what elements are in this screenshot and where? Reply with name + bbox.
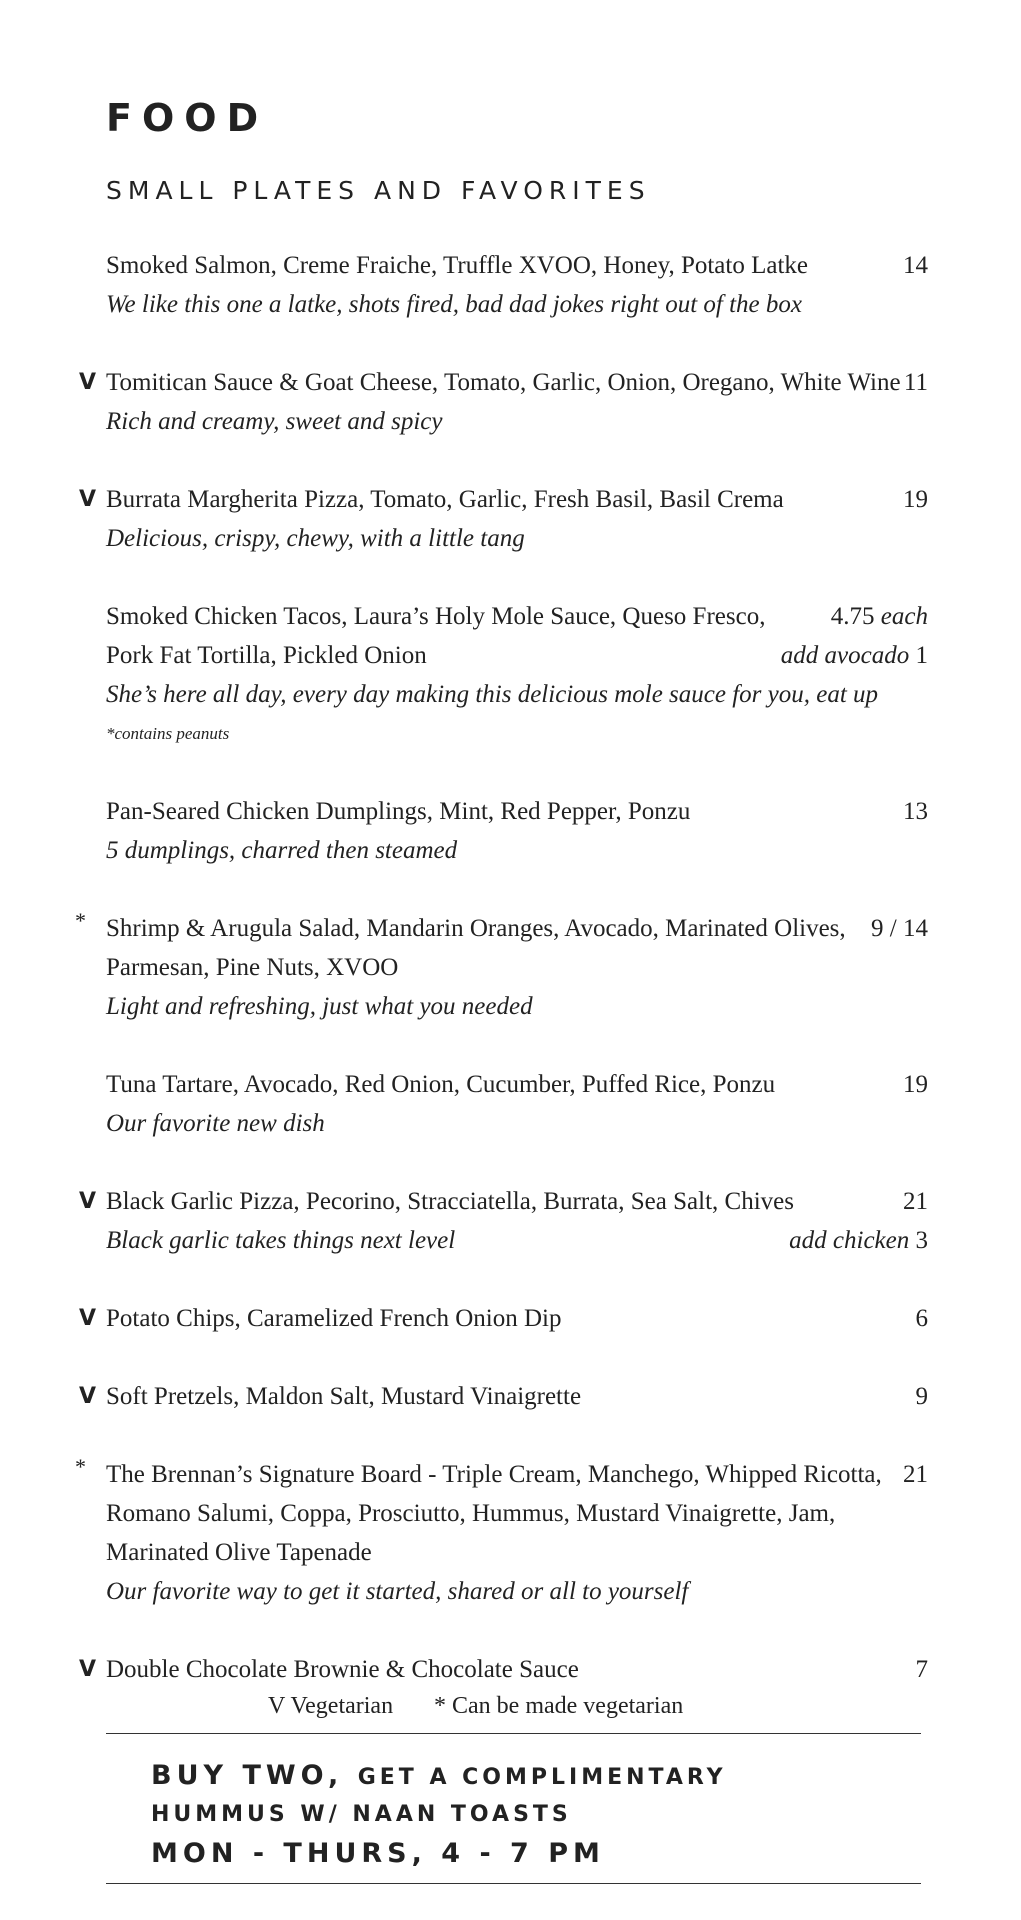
vegetarian-marker: V [79, 487, 97, 512]
promo-line1 [151, 1756, 727, 1795]
item-price: 19 [903, 486, 928, 513]
item-name-line2: Parmesan, Pine Nuts, XVOO [106, 954, 399, 981]
item-name: Tomitican Sauce & Goat Cheese, Tomato, Garlic, Onion, Oregano, White Wine [106, 369, 901, 396]
item-name: Potato Chips, Caramelized French Onion Dip [106, 1305, 562, 1332]
addon-label: add avocado [780, 642, 910, 669]
item-description: Our favorite way to get it started, shared or all to yourself [106, 1578, 689, 1605]
item-description: Delicious, crispy, chewy, with a little tang [106, 525, 525, 552]
item-addon [789, 1221, 928, 1260]
item-name-line3: Marinated Olive Tapenade [106, 1539, 372, 1566]
legend-can-be-vegetarian: * Can be made vegetarian [434, 1693, 684, 1719]
promo-line3: MON - THURS, 4 - 7 PM [151, 1838, 605, 1869]
item-price: 21 [903, 1461, 928, 1488]
promo-line1-a: BUY TWO, [151, 1760, 344, 1791]
menu-item-dumplings [0, 792, 1021, 870]
item-description: Black garlic takes things next level [106, 1227, 456, 1254]
menu-item-tuna-tartare [0, 1065, 1021, 1143]
addon-label: add chicken [789, 1227, 910, 1254]
menu-item-chicken-tacos [0, 597, 1021, 753]
item-price [831, 597, 928, 636]
item-price: 9 / 14 [871, 915, 928, 942]
menu-item-smoked-salmon [0, 246, 1021, 324]
item-description: 5 dumplings, charred then steamed [106, 837, 458, 864]
menu-item-potato-chips [0, 1299, 1021, 1338]
can-be-vegetarian-marker: * [75, 1454, 86, 1479]
item-name: Burrata Margherita Pizza, Tomato, Garlic, Fresh Basil, Basil Crema [106, 486, 784, 513]
item-description: We like this one a latke, shots fired, bad dad jokes right out of the box [106, 291, 802, 318]
item-name: Smoked Salmon, Creme Fraiche, Truffle XVOO, Honey, Potato Latke [106, 252, 808, 279]
addon-price: 3 [915, 1227, 928, 1254]
item-description: Rich and creamy, sweet and spicy [106, 408, 443, 435]
item-description: Light and refreshing, just what you needed [106, 993, 533, 1020]
item-price: 21 [903, 1188, 928, 1215]
price-unit: each [880, 603, 928, 630]
item-name: Black Garlic Pizza, Pecorino, Stracciatella, Burrata, Sea Salt, Chives [106, 1188, 794, 1215]
item-name: Tuna Tartare, Avocado, Red Onion, Cucumber, Puffed Rice, Ponzu [106, 1071, 776, 1098]
menu-item-black-garlic-pizza [0, 1182, 1021, 1260]
item-name: Soft Pretzels, Maldon Salt, Mustard Vinaigrette [106, 1383, 582, 1410]
divider-top [106, 1733, 921, 1734]
menu-item-signature-board [0, 1455, 1021, 1611]
item-price: 13 [903, 798, 928, 825]
item-price: 6 [915, 1305, 928, 1332]
allergy-note: *contains peanuts [106, 724, 230, 743]
addon-price: 1 [915, 642, 928, 669]
legend [0, 1691, 1021, 1721]
legend-vegetarian: V Vegetarian [268, 1693, 394, 1719]
menu-item-tomitican [0, 363, 1021, 441]
page-title: FOOD [106, 96, 269, 140]
menu-item-shrimp-salad [0, 909, 1021, 1026]
item-name-line2: Romano Salumi, Coppa, Prosciutto, Hummus, Mustard Vinaigrette, Jam, [106, 1500, 836, 1527]
item-price: 9 [915, 1383, 928, 1410]
promo-line2: HUMMUS W/ NAAN TOASTS [151, 1802, 572, 1827]
item-price: 7 [915, 1656, 928, 1683]
item-price: 14 [903, 252, 928, 279]
vegetarian-marker: V [79, 1189, 97, 1214]
item-name-line1: Smoked Chicken Tacos, Laura’s Holy Mole Sauce, Queso Fresco, [106, 603, 766, 630]
vegetarian-marker: V [79, 1306, 97, 1331]
menu-item-burrata-pizza [0, 480, 1021, 558]
item-price: 11 [903, 369, 928, 396]
price-value: 4.75 [830, 603, 875, 630]
menu-item-brownie [0, 1650, 1021, 1689]
item-name-line2: Pork Fat Tortilla, Pickled Onion [106, 642, 427, 669]
item-description: She’s here all day, every day making this delicious mole sauce for you, eat up [106, 681, 879, 708]
item-name: Pan-Seared Chicken Dumplings, Mint, Red Pepper, Ponzu [106, 798, 691, 825]
promo-line1-b: GET A COMPLIMENTARY [357, 1765, 727, 1790]
item-addon [781, 636, 928, 675]
divider-bottom [106, 1883, 921, 1884]
vegetarian-marker: V [79, 1384, 97, 1409]
menu-items [0, 246, 1021, 1728]
promo-block [151, 1756, 727, 1873]
can-be-vegetarian-marker: * [75, 908, 86, 933]
section-title: SMALL PLATES AND FAVORITES [106, 176, 651, 205]
item-name: Double Chocolate Brownie & Chocolate Sauce [106, 1656, 579, 1683]
item-price: 19 [903, 1071, 928, 1098]
menu-item-soft-pretzels [0, 1377, 1021, 1416]
vegetarian-marker: V [79, 1657, 97, 1682]
item-name-line1: The Brennan’s Signature Board - Triple Cream, Manchego, Whipped Ricotta, [106, 1461, 882, 1488]
vegetarian-marker: V [79, 370, 97, 395]
item-description: Our favorite new dish [106, 1110, 325, 1137]
item-name-line1: Shrimp & Arugula Salad, Mandarin Oranges, Avocado, Marinated Olives, [106, 915, 846, 942]
